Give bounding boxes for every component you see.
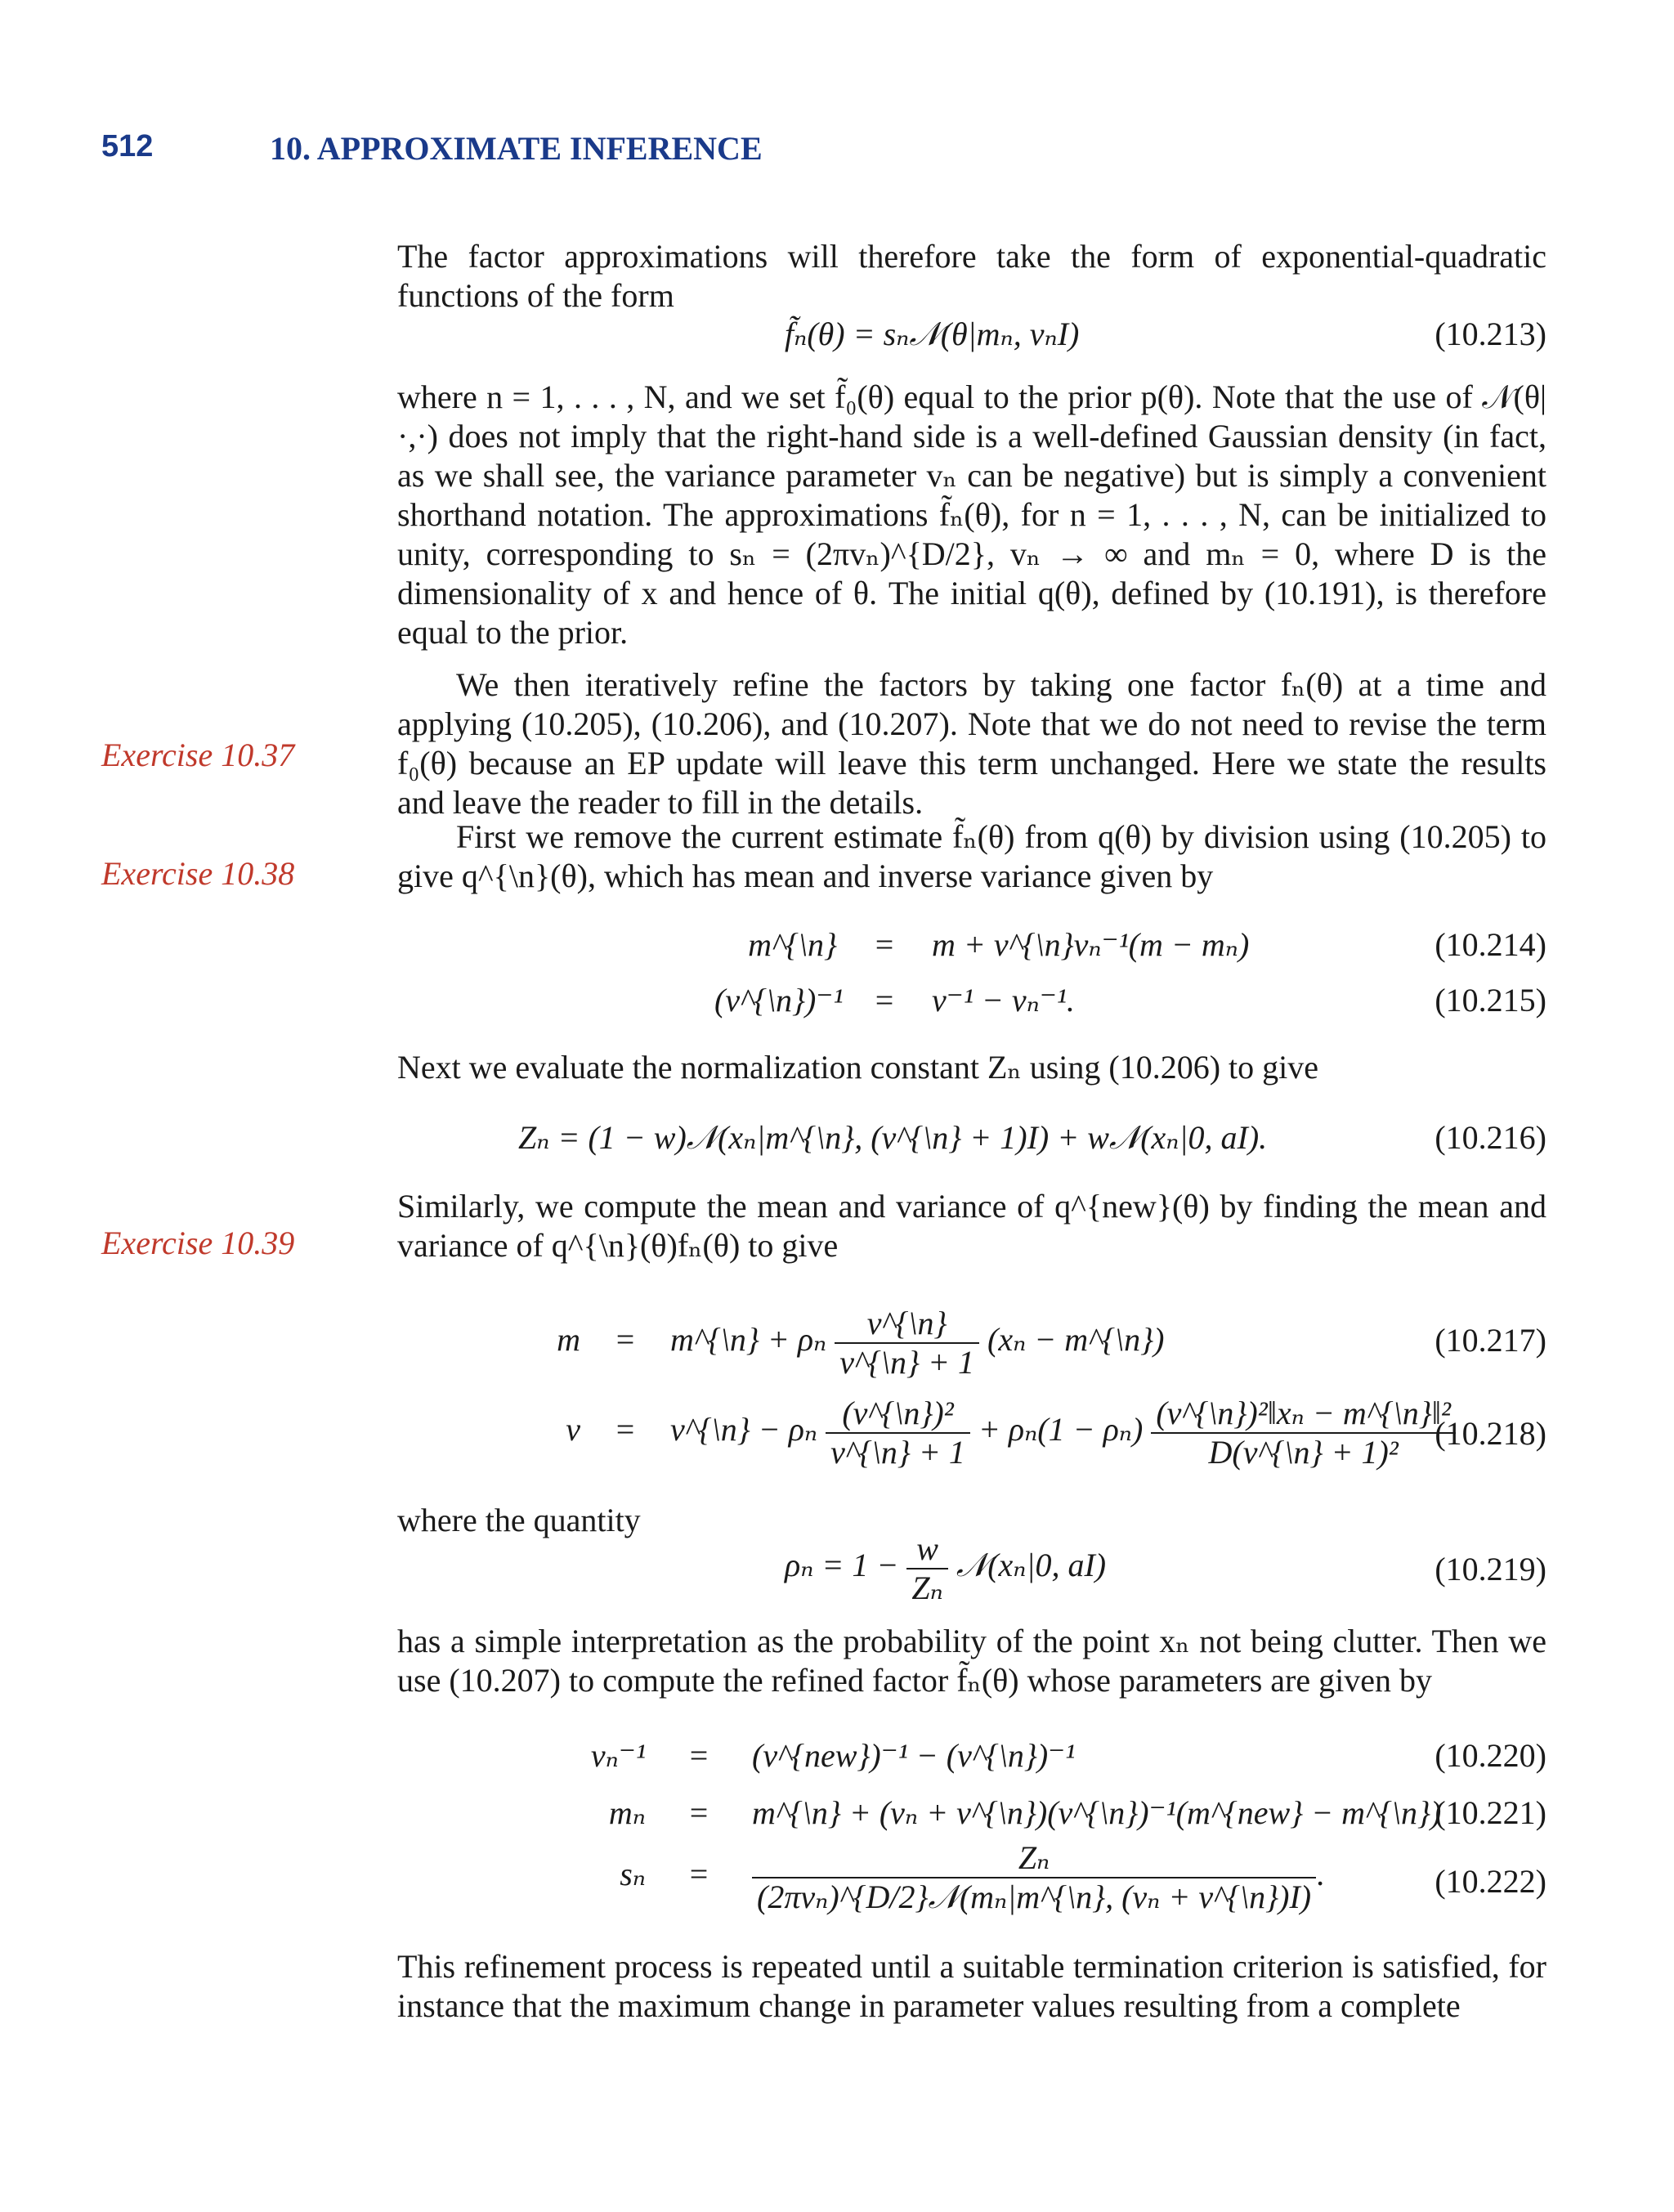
paragraph-normalization: Next we evaluate the normalization constant Zₙ using (10.206) to give xyxy=(397,1049,1318,1086)
paragraph-quantity: where the quantity xyxy=(397,1502,641,1538)
paragraph-mean-variance: Similarly, we compute the mean and variance of q^{new}(θ) by finding the mean and variance of q^{\n}(θ)fₙ(θ) to give xyxy=(397,1188,1546,1264)
equation-10-219: ρₙ = 1 − $\frac{w}{\text{Zₙ}}$ 𝒩(xₙ|0, aI) xyxy=(785,1530,1107,1606)
equation-10-218: v = v^{\n} − ρₙ $\frac{\text{(v\textasciicircum{}\{\textbackslash{}n\})²}}{v\^{}\{\backslash n\} + 1}$ + ρₙ(1 − ρₙ) $\frac{\text{(v\textasciicircum{}\{\textbackslash{}n\})²‖xₙ − m\textasciicircum{}\{\textbackslash{}n\}‖²}}{\text{D(v\textasciicircum{}\{\textbackslash{}n\} + 1)²}}$ xyxy=(531,1395,1456,1471)
paragraph-termination: This refinement process is repeated until a suitable termination criterion is satisfied, for instance that the maximum change in parameter values resulting from a complete xyxy=(397,1948,1546,2024)
equation-10-214: m^{\n} = m + v^{\n}vₙ⁻¹(m − mₙ) xyxy=(748,926,1250,963)
equation-number-10-221: (10.221) xyxy=(1435,1794,1546,1831)
equation-number-10-222: (10.222) xyxy=(1435,1863,1546,1900)
margin-note-exercise-10-39: Exercise 10.39 xyxy=(101,1225,295,1261)
equation-10-217: m = m^{\n} + ρₙ $\frac{v\^{}\{\backslash n\}}{v\^{}\{\backslash n\} + 1}$ (xₙ − m^{\n}) xyxy=(557,1305,1165,1381)
equation-number-10-220: (10.220) xyxy=(1435,1737,1546,1774)
paragraph-remove-estimate: First we remove the current estimate f̃ₙ(θ) from q(θ) by division using (10.205) to give q^{\n}(θ), which has mean and inverse variance given by xyxy=(397,818,1546,894)
equation-10-222: sₙ = $\frac{\text{Zₙ}}{\text{(2πvₙ)\textasciicircum{}\{D/2\}𝒩(mₙ|m\textasciicircum{}\{\textbackslash{}n\}, (vₙ + v\textasciicircum{}\{\textbackslash{}n\})I)}}$ . xyxy=(620,1839,1325,1915)
equation-10-216: Zₙ = (1 − w)𝒩(xₙ|m^{\n}, (v^{\n} + 1)I) + w𝒩(xₙ|0, aI). xyxy=(518,1119,1268,1156)
equation-number-10-216: (10.216) xyxy=(1435,1119,1546,1156)
equation-number-10-213: (10.213) xyxy=(1435,316,1546,352)
paragraph-intro: The factor approximations will therefore take the form of exponential-quadratic functions of the form xyxy=(397,238,1546,314)
margin-note-exercise-10-37: Exercise 10.37 xyxy=(101,737,295,773)
page-number: 512 xyxy=(101,129,154,163)
equation-10-221: mₙ = m^{\n} + (vₙ + v^{\n})(v^{\n})⁻¹(m^{new} − m^{\n}) xyxy=(608,1794,1442,1831)
equation-number-10-218: (10.218) xyxy=(1435,1415,1546,1452)
paragraph-factor-definitions: where n = 1, . . . , N, and we set f̃₀(θ) equal to the prior p(θ). Note that the use of 𝒩(θ|·,·) does not imply that the right-hand side is a well-defined Gaussian density (in fact, as we shall see, the variance parameter vₙ can be negative) but is simply a convenient shorthand notation. The approximations f̃ₙ(θ), for n = 1, . . . , N, can be initialized to unity, corresponding to sₙ = (2πvₙ)^{D/2}, vₙ → ∞ and mₙ = 0, where D is the dimensionality of x and hence of θ. The initial q(θ), defined by (10.191), is therefore equal to the prior. xyxy=(397,378,1546,651)
paragraph-iterative-refinement: We then iteratively refine the factors by taking one factor fₙ(θ) at a time and applying (10.205), (10.206), and (10.207). Note that we do not need to revise the term f₀(θ) because an EP update will leave this term unchanged. Here we state the results and leave the reader to fill in the details. xyxy=(397,666,1546,821)
chapter-title: 10. APPROXIMATE INFERENCE xyxy=(270,130,763,167)
equation-number-10-217: (10.217) xyxy=(1435,1322,1546,1359)
margin-note-exercise-10-38: Exercise 10.38 xyxy=(101,855,295,892)
equation-number-10-214: (10.214) xyxy=(1435,926,1546,963)
paragraph-clutter-interpretation: has a simple interpretation as the probability of the point xₙ not being clutter. Then we use (10.207) to compute the refined factor f̃ₙ(θ) whose parameters are given by xyxy=(397,1623,1546,1699)
equation-10-215: (v^{\n})⁻¹ = v⁻¹ − vₙ⁻¹. xyxy=(714,982,1075,1019)
equation-number-10-215: (10.215) xyxy=(1435,982,1546,1019)
equation-number-10-219: (10.219) xyxy=(1435,1551,1546,1587)
equation-10-213: f̃ₙ(θ) = sₙ𝒩(θ|mₙ, vₙI) xyxy=(785,316,1080,352)
equation-10-220: vₙ⁻¹ = (v^{new})⁻¹ − (v^{\n})⁻¹ xyxy=(590,1737,1076,1774)
